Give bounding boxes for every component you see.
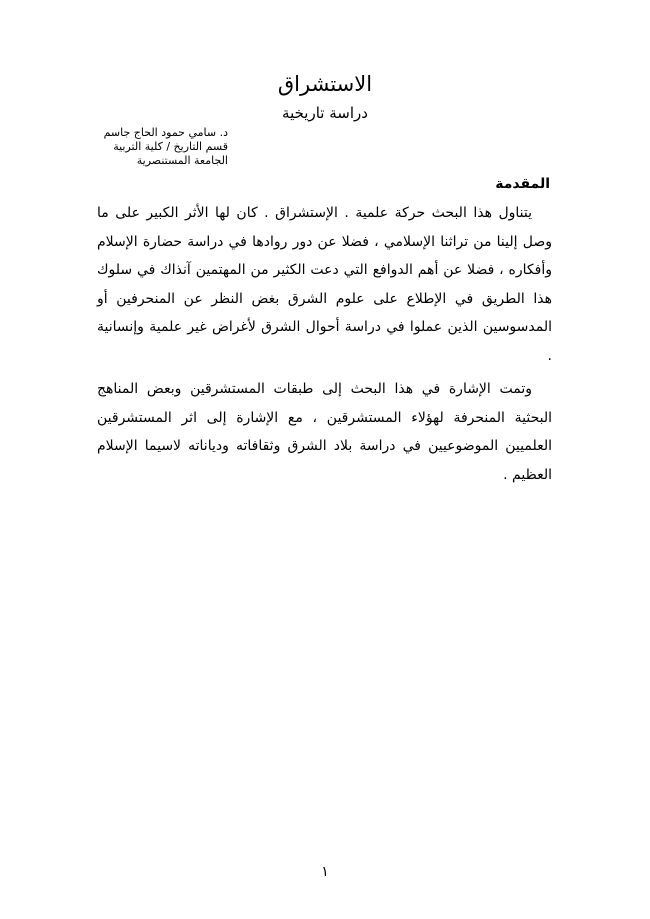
section-heading: المقدمة [495, 176, 550, 192]
author-name: د. سامي حمود الحاج جاسم [103, 126, 228, 139]
author-university: الجامعة المستنصرية [136, 154, 228, 167]
document-title: الاستشراق [277, 72, 373, 96]
paragraph: يتناول هذا البحث حركة علمية . الإستشراق . كان لها الأثر الكبير على ما وصل إلينا من تراثنا الإسلامي ، فضلا عن دور روادها في دراسة حضارة الإسلام وأفكاره ، فضلا عن أهم الدوافع التي دعت الكثير من المهتمين آنذاك في سلوك هذا الطريق في الإطلاع على علوم الشرق بغض النظر عن المنحرفين أو المدسوسين الذين عملوا في دراسة أحوال الشرق لأغراض غير علمية وإنسانية . [97, 205, 552, 364]
page-number: ١ [321, 864, 329, 880]
author-block [98, 126, 228, 168]
body-text [97, 199, 552, 489]
document-subtitle: دراسة تاريخية [282, 104, 368, 122]
paragraph: وتمت الإشارة في هذا البحث إلى طبقات المستشرقين وبعض المناهج البحثية المنحرفة لهؤلاء المستشرقين ، مع الإشارة إلى اثر المستشرقين العلميين الموضوعيين في دراسة بلاد الشرق وثقافاته ودياناته لاسيما الإسلام العظيم . [97, 381, 552, 483]
author-department: قسم التاريخ / كلية التربية [113, 140, 228, 153]
